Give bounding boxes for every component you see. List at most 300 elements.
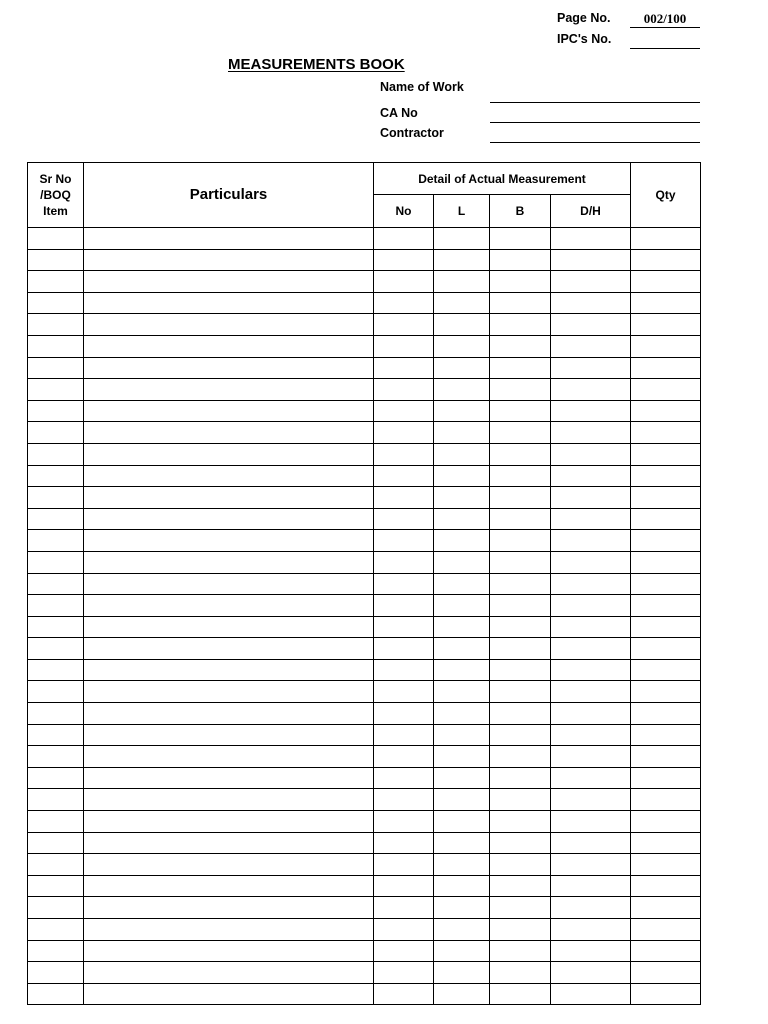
sr-no-cell[interactable] (28, 983, 84, 1005)
b-cell[interactable] (490, 724, 551, 746)
sr-no-cell[interactable] (28, 595, 84, 617)
no-cell[interactable] (374, 551, 434, 573)
qty-cell[interactable] (631, 228, 701, 250)
table-row (28, 746, 701, 768)
qty-cell[interactable] (631, 487, 701, 509)
no-cell[interactable] (374, 573, 434, 595)
sr-no-cell[interactable] (28, 314, 84, 336)
table-row (28, 530, 701, 552)
dh-cell[interactable] (551, 854, 631, 876)
dh-cell[interactable] (551, 638, 631, 660)
l-cell[interactable] (434, 595, 490, 617)
b-cell[interactable] (490, 228, 551, 250)
table-row (28, 638, 701, 660)
particulars-cell[interactable] (84, 638, 374, 660)
particulars-cell[interactable] (84, 249, 374, 271)
table-row (28, 508, 701, 530)
b-cell[interactable] (490, 638, 551, 660)
table-row (28, 832, 701, 854)
dh-cell[interactable] (551, 379, 631, 401)
particulars-cell[interactable] (84, 832, 374, 854)
b-cell[interactable] (490, 357, 551, 379)
b-cell[interactable] (490, 703, 551, 725)
ca-no-label: CA No (380, 106, 418, 120)
l-cell[interactable] (434, 940, 490, 962)
dh-cell[interactable] (551, 271, 631, 293)
qty-cell[interactable] (631, 335, 701, 357)
particulars-cell[interactable] (84, 314, 374, 336)
l-cell[interactable] (434, 659, 490, 681)
particulars-cell[interactable] (84, 487, 374, 509)
no-cell[interactable] (374, 228, 434, 250)
dh-cell[interactable] (551, 789, 631, 811)
page-no-underline (630, 27, 700, 28)
particulars-cell[interactable] (84, 854, 374, 876)
qty-cell[interactable] (631, 443, 701, 465)
dh-cell[interactable] (551, 551, 631, 573)
qty-cell[interactable] (631, 919, 701, 941)
dh-cell[interactable] (551, 422, 631, 444)
l-cell[interactable] (434, 443, 490, 465)
dh-cell[interactable] (551, 897, 631, 919)
particulars-header: Particulars (84, 163, 374, 228)
no-cell[interactable] (374, 832, 434, 854)
qty-cell[interactable] (631, 811, 701, 833)
l-cell[interactable] (434, 465, 490, 487)
dh-cell[interactable] (551, 832, 631, 854)
sr-no-cell[interactable] (28, 832, 84, 854)
no-cell[interactable] (374, 530, 434, 552)
no-cell[interactable] (374, 595, 434, 617)
no-cell[interactable] (374, 616, 434, 638)
l-cell[interactable] (434, 335, 490, 357)
qty-cell[interactable] (631, 789, 701, 811)
qty-header: Qty (631, 163, 701, 228)
b-cell[interactable] (490, 551, 551, 573)
l-cell[interactable] (434, 789, 490, 811)
qty-cell[interactable] (631, 638, 701, 660)
dh-cell[interactable] (551, 443, 631, 465)
l-cell[interactable] (434, 508, 490, 530)
sr-no-cell[interactable] (28, 962, 84, 984)
no-cell[interactable] (374, 746, 434, 768)
particulars-cell[interactable] (84, 703, 374, 725)
sr-no-cell[interactable] (28, 703, 84, 725)
sr-no-header: Sr No /BOQ Item (28, 163, 84, 228)
qty-cell[interactable] (631, 379, 701, 401)
l-header: L (434, 195, 490, 228)
table-row (28, 400, 701, 422)
contractor-field[interactable] (490, 142, 700, 143)
b-cell[interactable] (490, 249, 551, 271)
b-cell[interactable] (490, 271, 551, 293)
b-cell[interactable] (490, 400, 551, 422)
qty-cell[interactable] (631, 875, 701, 897)
dh-cell[interactable] (551, 595, 631, 617)
qty-cell[interactable] (631, 530, 701, 552)
l-cell[interactable] (434, 573, 490, 595)
table-row (28, 292, 701, 314)
particulars-cell[interactable] (84, 659, 374, 681)
no-cell[interactable] (374, 400, 434, 422)
sr-no-cell[interactable] (28, 659, 84, 681)
dh-cell[interactable] (551, 940, 631, 962)
sr-no-cell[interactable] (28, 530, 84, 552)
no-cell[interactable] (374, 940, 434, 962)
qty-cell[interactable] (631, 962, 701, 984)
name-of-work-field[interactable] (490, 102, 700, 103)
qty-cell[interactable] (631, 292, 701, 314)
qty-cell[interactable] (631, 508, 701, 530)
dh-cell[interactable] (551, 983, 631, 1005)
dh-cell[interactable] (551, 681, 631, 703)
qty-cell[interactable] (631, 249, 701, 271)
qty-cell[interactable] (631, 983, 701, 1005)
sr-no-cell[interactable] (28, 465, 84, 487)
b-cell[interactable] (490, 530, 551, 552)
qty-cell[interactable] (631, 616, 701, 638)
dh-cell[interactable] (551, 249, 631, 271)
no-cell[interactable] (374, 724, 434, 746)
particulars-cell[interactable] (84, 875, 374, 897)
b-cell[interactable] (490, 422, 551, 444)
table-row (28, 595, 701, 617)
particulars-cell[interactable] (84, 897, 374, 919)
l-cell[interactable] (434, 746, 490, 768)
b-cell[interactable] (490, 595, 551, 617)
particulars-cell[interactable] (84, 681, 374, 703)
l-cell[interactable] (434, 249, 490, 271)
particulars-cell[interactable] (84, 940, 374, 962)
particulars-cell[interactable] (84, 767, 374, 789)
b-cell[interactable] (490, 897, 551, 919)
dh-cell[interactable] (551, 573, 631, 595)
no-header: No (374, 195, 434, 228)
contractor-label: Contractor (380, 126, 444, 140)
sr-no-cell[interactable] (28, 616, 84, 638)
sr-no-cell[interactable] (28, 357, 84, 379)
dh-cell[interactable] (551, 487, 631, 509)
sr-no-cell[interactable] (28, 292, 84, 314)
table-row (28, 811, 701, 833)
table-row (28, 249, 701, 271)
dh-cell[interactable] (551, 767, 631, 789)
particulars-cell[interactable] (84, 919, 374, 941)
l-cell[interactable] (434, 530, 490, 552)
no-cell[interactable] (374, 508, 434, 530)
no-cell[interactable] (374, 271, 434, 293)
b-cell[interactable] (490, 616, 551, 638)
sr-no-cell[interactable] (28, 379, 84, 401)
dh-cell[interactable] (551, 616, 631, 638)
particulars-cell[interactable] (84, 443, 374, 465)
table-row (28, 897, 701, 919)
no-cell[interactable] (374, 335, 434, 357)
particulars-cell[interactable] (84, 335, 374, 357)
name-of-work-label: Name of Work (380, 80, 464, 94)
b-cell[interactable] (490, 573, 551, 595)
qty-cell[interactable] (631, 832, 701, 854)
l-cell[interactable] (434, 638, 490, 660)
ca-no-field[interactable] (490, 122, 700, 123)
sr-no-cell[interactable] (28, 940, 84, 962)
particulars-cell[interactable] (84, 789, 374, 811)
ipc-no-field[interactable] (630, 48, 700, 49)
particulars-cell[interactable] (84, 616, 374, 638)
b-cell[interactable] (490, 659, 551, 681)
l-cell[interactable] (434, 767, 490, 789)
b-cell[interactable] (490, 789, 551, 811)
no-cell[interactable] (374, 875, 434, 897)
qty-cell[interactable] (631, 422, 701, 444)
no-cell[interactable] (374, 249, 434, 271)
b-cell[interactable] (490, 983, 551, 1005)
l-cell[interactable] (434, 357, 490, 379)
no-cell[interactable] (374, 487, 434, 509)
l-cell[interactable] (434, 875, 490, 897)
particulars-cell[interactable] (84, 508, 374, 530)
b-cell[interactable] (490, 292, 551, 314)
dh-cell[interactable] (551, 357, 631, 379)
qty-cell[interactable] (631, 703, 701, 725)
dh-cell[interactable] (551, 746, 631, 768)
dh-cell[interactable] (551, 465, 631, 487)
sr-no-cell[interactable] (28, 422, 84, 444)
qty-cell[interactable] (631, 681, 701, 703)
sr-no-cell[interactable] (28, 875, 84, 897)
no-cell[interactable] (374, 789, 434, 811)
l-cell[interactable] (434, 919, 490, 941)
b-cell[interactable] (490, 465, 551, 487)
dh-cell[interactable] (551, 659, 631, 681)
qty-cell[interactable] (631, 595, 701, 617)
b-cell[interactable] (490, 811, 551, 833)
no-cell[interactable] (374, 659, 434, 681)
dh-cell[interactable] (551, 919, 631, 941)
particulars-cell[interactable] (84, 228, 374, 250)
b-cell[interactable] (490, 919, 551, 941)
l-cell[interactable] (434, 983, 490, 1005)
no-cell[interactable] (374, 314, 434, 336)
table-row (28, 357, 701, 379)
b-cell[interactable] (490, 681, 551, 703)
sr-no-cell[interactable] (28, 228, 84, 250)
dh-cell[interactable] (551, 962, 631, 984)
b-cell[interactable] (490, 314, 551, 336)
l-cell[interactable] (434, 292, 490, 314)
qty-cell[interactable] (631, 897, 701, 919)
particulars-cell[interactable] (84, 379, 374, 401)
b-cell[interactable] (490, 962, 551, 984)
particulars-cell[interactable] (84, 962, 374, 984)
table-row (28, 228, 701, 250)
sr-no-cell[interactable] (28, 897, 84, 919)
l-cell[interactable] (434, 228, 490, 250)
sr-no-cell[interactable] (28, 249, 84, 271)
b-cell[interactable] (490, 854, 551, 876)
no-cell[interactable] (374, 681, 434, 703)
page-title: MEASUREMENTS BOOK (228, 56, 405, 73)
no-cell[interactable] (374, 854, 434, 876)
no-cell[interactable] (374, 292, 434, 314)
table-row (28, 962, 701, 984)
dh-cell[interactable] (551, 811, 631, 833)
qty-cell[interactable] (631, 659, 701, 681)
particulars-cell[interactable] (84, 357, 374, 379)
sr-no-cell[interactable] (28, 638, 84, 660)
l-cell[interactable] (434, 487, 490, 509)
dh-cell[interactable] (551, 724, 631, 746)
particulars-cell[interactable] (84, 811, 374, 833)
particulars-cell[interactable] (84, 530, 374, 552)
sr-no-cell[interactable] (28, 508, 84, 530)
no-cell[interactable] (374, 465, 434, 487)
table-row (28, 443, 701, 465)
table-row (28, 335, 701, 357)
l-cell[interactable] (434, 703, 490, 725)
page-no-label: Page No. (557, 11, 611, 25)
b-header: B (490, 195, 551, 228)
b-cell[interactable] (490, 875, 551, 897)
l-cell[interactable] (434, 551, 490, 573)
qty-cell[interactable] (631, 465, 701, 487)
no-cell[interactable] (374, 919, 434, 941)
l-cell[interactable] (434, 962, 490, 984)
b-cell[interactable] (490, 487, 551, 509)
l-cell[interactable] (434, 271, 490, 293)
sr-no-cell[interactable] (28, 573, 84, 595)
particulars-cell[interactable] (84, 422, 374, 444)
no-cell[interactable] (374, 638, 434, 660)
b-cell[interactable] (490, 746, 551, 768)
sr-no-cell[interactable] (28, 551, 84, 573)
dh-header: D/H (551, 195, 631, 228)
sr-no-cell[interactable] (28, 400, 84, 422)
dh-cell[interactable] (551, 400, 631, 422)
sr-no-cell[interactable] (28, 271, 84, 293)
particulars-cell[interactable] (84, 746, 374, 768)
l-cell[interactable] (434, 854, 490, 876)
sr-no-cell[interactable] (28, 854, 84, 876)
table-row (28, 724, 701, 746)
l-cell[interactable] (434, 681, 490, 703)
qty-cell[interactable] (631, 854, 701, 876)
dh-cell[interactable] (551, 335, 631, 357)
table-row (28, 551, 701, 573)
qty-cell[interactable] (631, 724, 701, 746)
no-cell[interactable] (374, 443, 434, 465)
particulars-cell[interactable] (84, 465, 374, 487)
qty-cell[interactable] (631, 767, 701, 789)
particulars-cell[interactable] (84, 595, 374, 617)
ipc-no-label: IPC's No. (557, 32, 612, 46)
no-cell[interactable] (374, 767, 434, 789)
measurements-table-body (28, 228, 701, 1005)
qty-cell[interactable] (631, 746, 701, 768)
b-cell[interactable] (490, 443, 551, 465)
l-cell[interactable] (434, 616, 490, 638)
sr-no-cell[interactable] (28, 681, 84, 703)
b-cell[interactable] (490, 335, 551, 357)
no-cell[interactable] (374, 811, 434, 833)
b-cell[interactable] (490, 940, 551, 962)
no-cell[interactable] (374, 357, 434, 379)
l-cell[interactable] (434, 724, 490, 746)
qty-cell[interactable] (631, 271, 701, 293)
l-cell[interactable] (434, 832, 490, 854)
l-cell[interactable] (434, 379, 490, 401)
dh-cell[interactable] (551, 875, 631, 897)
dh-cell[interactable] (551, 314, 631, 336)
no-cell[interactable] (374, 379, 434, 401)
dh-cell[interactable] (551, 508, 631, 530)
no-cell[interactable] (374, 983, 434, 1005)
no-cell[interactable] (374, 422, 434, 444)
b-cell[interactable] (490, 379, 551, 401)
qty-cell[interactable] (631, 573, 701, 595)
qty-cell[interactable] (631, 551, 701, 573)
sr-no-cell[interactable] (28, 767, 84, 789)
table-row (28, 681, 701, 703)
b-cell[interactable] (490, 508, 551, 530)
qty-cell[interactable] (631, 357, 701, 379)
table-row (28, 379, 701, 401)
sr-no-cell[interactable] (28, 919, 84, 941)
l-cell[interactable] (434, 897, 490, 919)
b-cell[interactable] (490, 832, 551, 854)
table-row (28, 767, 701, 789)
measurements-table (27, 162, 701, 1005)
l-cell[interactable] (434, 422, 490, 444)
table-row (28, 789, 701, 811)
sr-no-cell[interactable] (28, 487, 84, 509)
table-row (28, 703, 701, 725)
sr-no-cell[interactable] (28, 811, 84, 833)
table-row (28, 940, 701, 962)
sr-no-cell[interactable] (28, 335, 84, 357)
actual-measurement-header: Detail of Actual Measurement (374, 163, 631, 195)
table-row (28, 573, 701, 595)
table-row (28, 271, 701, 293)
no-cell[interactable] (374, 962, 434, 984)
particulars-cell[interactable] (84, 983, 374, 1005)
table-row (28, 919, 701, 941)
particulars-cell[interactable] (84, 573, 374, 595)
qty-cell[interactable] (631, 314, 701, 336)
qty-cell[interactable] (631, 940, 701, 962)
l-cell[interactable] (434, 314, 490, 336)
l-cell[interactable] (434, 400, 490, 422)
sr-no-cell[interactable] (28, 443, 84, 465)
no-cell[interactable] (374, 897, 434, 919)
particulars-cell[interactable] (84, 271, 374, 293)
dh-cell[interactable] (551, 703, 631, 725)
particulars-cell[interactable] (84, 724, 374, 746)
dh-cell[interactable] (551, 228, 631, 250)
particulars-cell[interactable] (84, 551, 374, 573)
sr-no-cell[interactable] (28, 724, 84, 746)
sr-no-cell[interactable] (28, 789, 84, 811)
sr-no-cell[interactable] (28, 746, 84, 768)
dh-cell[interactable] (551, 292, 631, 314)
b-cell[interactable] (490, 767, 551, 789)
l-cell[interactable] (434, 811, 490, 833)
particulars-cell[interactable] (84, 400, 374, 422)
no-cell[interactable] (374, 703, 434, 725)
dh-cell[interactable] (551, 530, 631, 552)
particulars-cell[interactable] (84, 292, 374, 314)
qty-cell[interactable] (631, 400, 701, 422)
